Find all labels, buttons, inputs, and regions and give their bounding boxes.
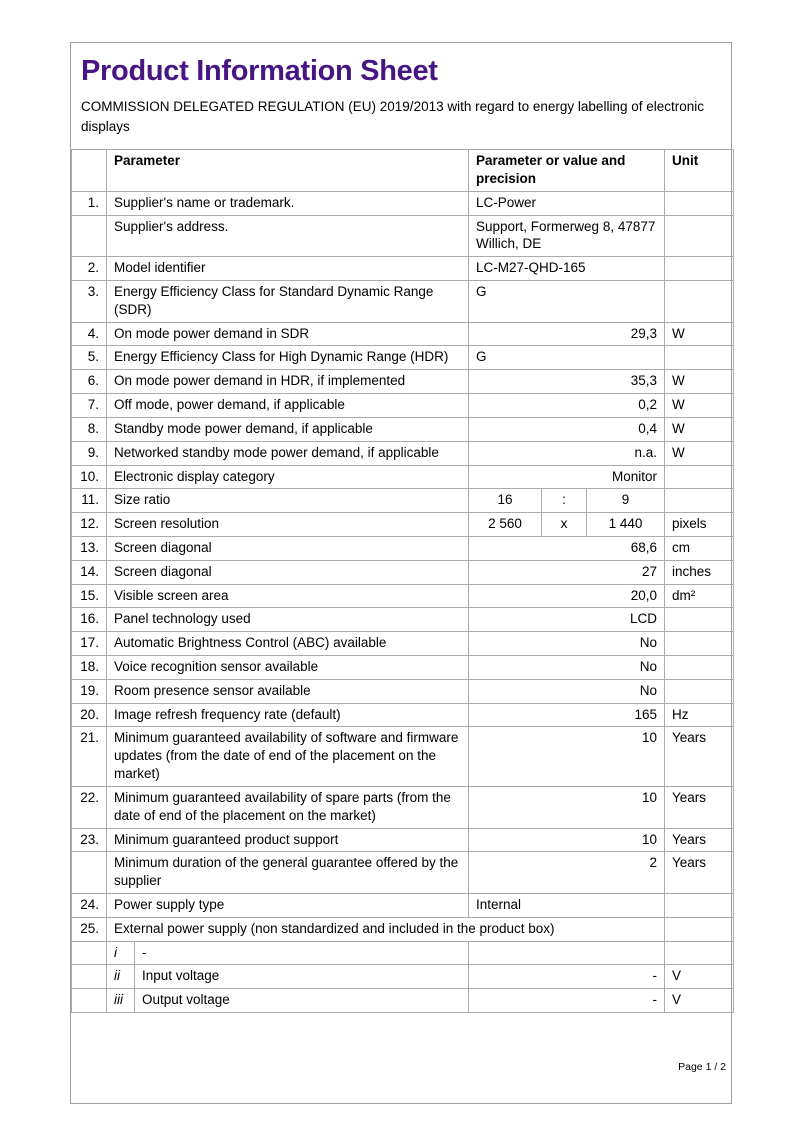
- cell-parameter: Energy Efficiency Class for High Dynamic Range (HDR): [107, 346, 469, 370]
- cell-number: 24.: [72, 893, 107, 917]
- cell-value: 20,0: [469, 584, 665, 608]
- table-row: [72, 656, 734, 680]
- cell-value-right: 1 440: [587, 513, 665, 537]
- cell-value: No: [469, 656, 665, 680]
- cell-unit: [665, 656, 734, 680]
- cell-unit: W: [665, 370, 734, 394]
- cell-unit: [665, 893, 734, 917]
- cell-number: [72, 215, 107, 257]
- cell-unit: V: [665, 989, 734, 1013]
- table-row: [72, 727, 734, 786]
- cell-unit: pixels: [665, 513, 734, 537]
- cell-parameter: Image refresh frequency rate (default): [107, 703, 469, 727]
- cell-unit: V: [665, 965, 734, 989]
- cell-number: 19.: [72, 679, 107, 703]
- cell-parameter: Power supply type: [107, 893, 469, 917]
- cell-value: G: [469, 281, 665, 323]
- cell-number: [72, 941, 107, 965]
- table-row: [72, 465, 734, 489]
- cell-number: 7.: [72, 394, 107, 418]
- cell-value-left: 2 560: [469, 513, 542, 537]
- cell-parameter: Screen resolution: [107, 513, 469, 537]
- cell-unit: Hz: [665, 703, 734, 727]
- cell-number: 20.: [72, 703, 107, 727]
- cell-value-right: 9: [587, 489, 665, 513]
- cell-value: No: [469, 679, 665, 703]
- cell-parameter: Minimum guaranteed availability of spare parts (from the date of end of the placement on the market): [107, 786, 469, 828]
- cell-value: LCD: [469, 608, 665, 632]
- cell-unit: W: [665, 394, 734, 418]
- cell-number: 11.: [72, 489, 107, 513]
- cell-parameter: Screen diagonal: [107, 560, 469, 584]
- cell-sublabel: i: [107, 941, 135, 965]
- cell-number: 1.: [72, 191, 107, 215]
- cell-unit: Years: [665, 828, 734, 852]
- cell-value: 0,4: [469, 417, 665, 441]
- cell-number: 5.: [72, 346, 107, 370]
- table-row: [72, 632, 734, 656]
- cell-number: 25.: [72, 917, 107, 941]
- table-row: [72, 893, 734, 917]
- page-number: Page 1 / 2: [678, 1061, 726, 1073]
- cell-value: 10: [469, 828, 665, 852]
- table-row: [72, 489, 734, 513]
- cell-unit: [665, 281, 734, 323]
- cell-value: 10: [469, 727, 665, 786]
- table-row: [72, 989, 734, 1013]
- cell-unit: [665, 346, 734, 370]
- cell-unit: cm: [665, 536, 734, 560]
- cell-value: 35,3: [469, 370, 665, 394]
- table-row: [72, 965, 734, 989]
- cell-parameter: Supplier's address.: [107, 215, 469, 257]
- cell-unit: [665, 679, 734, 703]
- header-parameter: Parameter: [107, 150, 469, 192]
- cell-parameter: Output voltage: [135, 989, 469, 1013]
- cell-parameter: Voice recognition sensor available: [107, 656, 469, 680]
- cell-unit: Years: [665, 727, 734, 786]
- cell-value: 29,3: [469, 322, 665, 346]
- cell-number: 22.: [72, 786, 107, 828]
- cell-number: 10.: [72, 465, 107, 489]
- cell-sublabel: iii: [107, 989, 135, 1013]
- table-row: [72, 417, 734, 441]
- cell-unit: inches: [665, 560, 734, 584]
- cell-parameter: External power supply (non standardized and included in the product box): [107, 917, 665, 941]
- page-title: Product Information Sheet: [81, 55, 438, 87]
- cell-number: [72, 965, 107, 989]
- cell-value: -: [469, 989, 665, 1013]
- table-body: [72, 191, 734, 1012]
- table-row: [72, 346, 734, 370]
- cell-parameter: Screen diagonal: [107, 536, 469, 560]
- cell-number: 13.: [72, 536, 107, 560]
- cell-unit: [665, 489, 734, 513]
- cell-value: LC-Power: [469, 191, 665, 215]
- cell-number: 17.: [72, 632, 107, 656]
- cell-value: 0,2: [469, 394, 665, 418]
- cell-unit: [665, 917, 734, 941]
- product-info-table: [71, 149, 734, 1013]
- cell-value: 27: [469, 560, 665, 584]
- cell-parameter: Minimum guaranteed product support: [107, 828, 469, 852]
- table-row: [72, 941, 734, 965]
- cell-parameter: Minimum guaranteed availability of software and firmware updates (from the date of end of the placement on the market): [107, 727, 469, 786]
- cell-parameter: Room presence sensor available: [107, 679, 469, 703]
- cell-parameter: Off mode, power demand, if applicable: [107, 394, 469, 418]
- cell-unit: [665, 632, 734, 656]
- table-row: [72, 215, 734, 257]
- cell-number: 16.: [72, 608, 107, 632]
- cell-value: No: [469, 632, 665, 656]
- table-row: [72, 679, 734, 703]
- cell-parameter: Panel technology used: [107, 608, 469, 632]
- cell-value: LC-M27-QHD-165: [469, 257, 665, 281]
- table-row: [72, 560, 734, 584]
- table-row: [72, 257, 734, 281]
- table-row: [72, 441, 734, 465]
- cell-unit: Years: [665, 852, 734, 894]
- cell-number: 3.: [72, 281, 107, 323]
- cell-value: Support, Formerweg 8, 47877 Willich, DE: [469, 215, 665, 257]
- cell-unit: [665, 215, 734, 257]
- document-page: [70, 42, 732, 1104]
- cell-parameter: Minimum duration of the general guarantee offered by the supplier: [107, 852, 469, 894]
- cell-unit: [665, 608, 734, 632]
- cell-parameter: Electronic display category: [107, 465, 469, 489]
- cell-parameter: Size ratio: [107, 489, 469, 513]
- cell-unit: [665, 257, 734, 281]
- cell-number: 4.: [72, 322, 107, 346]
- cell-number: [72, 989, 107, 1013]
- cell-number: 2.: [72, 257, 107, 281]
- cell-number: 6.: [72, 370, 107, 394]
- cell-parameter: On mode power demand in SDR: [107, 322, 469, 346]
- regulation-subtitle: COMMISSION DELEGATED REGULATION (EU) 2019/2013 with regard to energy labelling of electronic displays: [81, 99, 704, 134]
- table-row: [72, 703, 734, 727]
- cell-value: [469, 941, 665, 965]
- cell-number: [72, 852, 107, 894]
- table-row: [72, 191, 734, 215]
- cell-value: 2: [469, 852, 665, 894]
- cell-number: 9.: [72, 441, 107, 465]
- header-number: [72, 150, 107, 192]
- cell-unit: W: [665, 441, 734, 465]
- cell-parameter: Networked standby mode power demand, if applicable: [107, 441, 469, 465]
- table-row: [72, 513, 734, 537]
- cell-sublabel: ii: [107, 965, 135, 989]
- cell-value-left: 16: [469, 489, 542, 513]
- cell-value: 165: [469, 703, 665, 727]
- cell-number: 14.: [72, 560, 107, 584]
- cell-number: 18.: [72, 656, 107, 680]
- cell-unit: W: [665, 322, 734, 346]
- cell-parameter: Visible screen area: [107, 584, 469, 608]
- table-row: [72, 322, 734, 346]
- cell-parameter: On mode power demand in HDR, if implemented: [107, 370, 469, 394]
- cell-parameter: Automatic Brightness Control (ABC) available: [107, 632, 469, 656]
- cell-parameter: -: [135, 941, 469, 965]
- cell-value: 10: [469, 786, 665, 828]
- cell-unit: dm²: [665, 584, 734, 608]
- cell-unit: W: [665, 417, 734, 441]
- cell-parameter: Supplier's name or trademark.: [107, 191, 469, 215]
- cell-parameter: Standby mode power demand, if applicable: [107, 417, 469, 441]
- cell-value-separator: x: [542, 513, 587, 537]
- cell-value: n.a.: [469, 441, 665, 465]
- cell-value: G: [469, 346, 665, 370]
- cell-unit: Years: [665, 786, 734, 828]
- cell-unit: [665, 941, 734, 965]
- cell-value: 68,6: [469, 536, 665, 560]
- table-row: [72, 536, 734, 560]
- cell-number: 21.: [72, 727, 107, 786]
- cell-value: Internal: [469, 893, 665, 917]
- table-row: [72, 281, 734, 323]
- cell-unit: [665, 191, 734, 215]
- cell-parameter: Model identifier: [107, 257, 469, 281]
- cell-value: -: [469, 965, 665, 989]
- table-row: [72, 828, 734, 852]
- cell-value-separator: :: [542, 489, 587, 513]
- table-row: [72, 584, 734, 608]
- table-header-row: [72, 150, 734, 192]
- cell-number: 12.: [72, 513, 107, 537]
- table-row: [72, 852, 734, 894]
- cell-value: Monitor: [469, 465, 665, 489]
- cell-number: 15.: [72, 584, 107, 608]
- cell-number: 8.: [72, 417, 107, 441]
- cell-number: 23.: [72, 828, 107, 852]
- cell-parameter: Energy Efficiency Class for Standard Dynamic Range (SDR): [107, 281, 469, 323]
- cell-unit: [665, 465, 734, 489]
- table-row: [72, 608, 734, 632]
- table-row: [72, 394, 734, 418]
- table-row: [72, 917, 734, 941]
- table-row: [72, 370, 734, 394]
- table-row: [72, 786, 734, 828]
- cell-parameter: Input voltage: [135, 965, 469, 989]
- header-unit: Unit: [665, 150, 734, 192]
- header-value: Parameter or value and precision: [469, 150, 665, 192]
